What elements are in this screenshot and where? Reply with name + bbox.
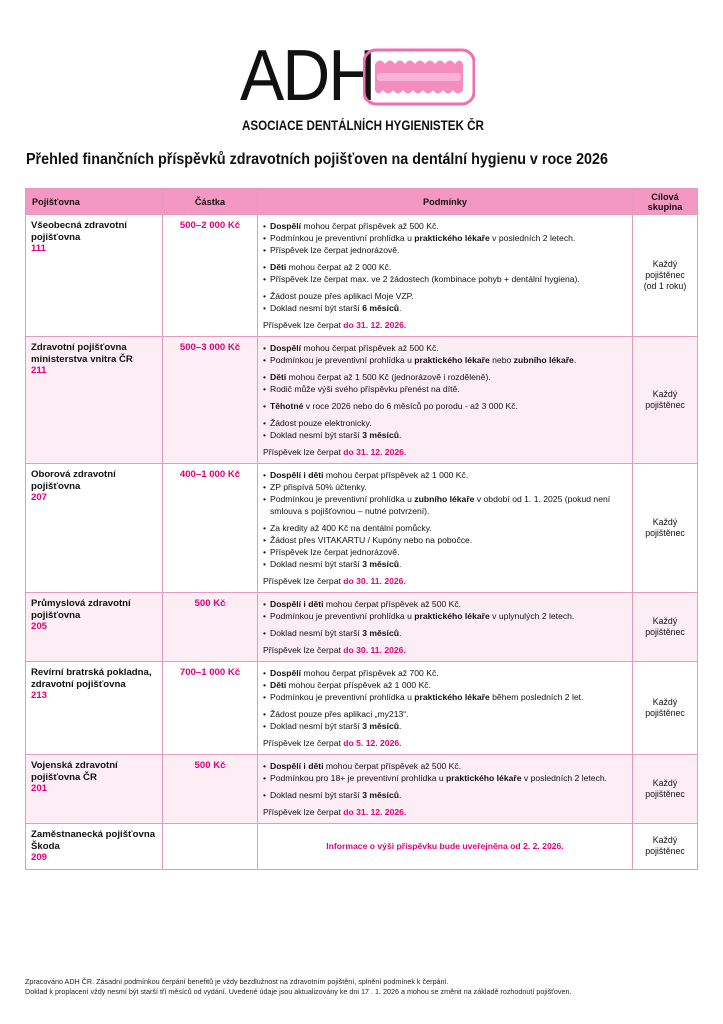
condition-text: Doklad nesmí být starší <box>270 303 363 313</box>
condition-text: mohou čerpat příspěvek až 500 Kč. <box>301 221 439 231</box>
condition-item <box>263 598 627 610</box>
deadline-prefix: Příspěvek lze čerpat <box>263 807 344 817</box>
condition-text: Děti <box>270 262 287 272</box>
condition-text: 6 měsíců <box>362 303 399 313</box>
target-group-cell: Každý pojištěnec <box>633 662 698 755</box>
amount-cell: 500–3 000 Kč <box>163 337 258 464</box>
target-group-cell: Každý pojištěnec (od 1 roku) <box>633 215 698 337</box>
condition-text: Dospělí <box>270 668 302 678</box>
condition-group <box>263 627 627 639</box>
insurer-cell <box>26 755 163 824</box>
condition-item <box>263 493 627 517</box>
footer-line-2: Doklad k proplacení vždy nesmí být starší tří měsíců od vydání. Uvedené údaje jsou aktualizovány ke dni 17 . 1. 2026 a mohou se změnit na základě rozhodnutí pojišťoven. <box>25 986 572 996</box>
condition-text: mohou čerpat příspěvek až 700 Kč. <box>301 668 439 678</box>
insurer-code: 201 <box>31 783 48 794</box>
table-row <box>26 464 698 593</box>
condition-text: v posledních 2 letech. <box>489 233 576 243</box>
insurer-name: Oborová zdravotní pojišťovna <box>31 469 116 492</box>
target-group-cell: Každý pojištěnec <box>633 337 698 464</box>
deadline-date: do 31. 12. 2026. <box>343 320 407 330</box>
conditions-cell <box>258 464 633 593</box>
condition-text: zubního lékaře <box>513 355 574 365</box>
table-row <box>26 593 698 662</box>
table-row <box>26 824 698 870</box>
condition-text: . <box>398 628 402 638</box>
condition-item <box>263 383 627 395</box>
condition-text: 3 měsíců <box>362 721 399 731</box>
condition-group <box>263 598 627 622</box>
condition-group <box>263 342 627 366</box>
table-row <box>26 662 698 755</box>
insurer-code: 207 <box>31 492 48 503</box>
insurer-cell <box>26 337 163 464</box>
condition-group <box>263 290 627 314</box>
amount-cell: 700–1 000 Kč <box>163 662 258 755</box>
condition-text: mohou čerpat příspěvek až 500 Kč. <box>323 599 462 609</box>
condition-item <box>263 534 627 546</box>
condition-text: Doklad nesmí být starší <box>270 559 363 569</box>
condition-item <box>263 481 627 493</box>
condition-text: Podmínkou pro 18+ je preventivní prohlídka u <box>270 773 447 783</box>
condition-text: Dospělí i děti <box>270 761 324 771</box>
condition-text: . <box>398 559 402 569</box>
insurer-code: 209 <box>31 852 48 863</box>
condition-text: Dospělí <box>270 343 302 353</box>
insurer-code: 205 <box>31 621 48 632</box>
condition-text: v roce 2026 nebo do 6 měsíců po porodu - až 3 000 Kč. <box>303 401 518 411</box>
deadline-prefix: Příspěvek lze čerpat <box>263 576 344 586</box>
condition-group <box>263 522 627 570</box>
condition-text: 3 měsíců <box>362 559 399 569</box>
condition-text: Podmínkou je preventivní prohlídka u <box>270 494 415 504</box>
condition-text: 3 měsíců <box>362 430 399 440</box>
condition-text: . <box>398 721 402 731</box>
condition-item <box>263 354 627 366</box>
condition-text: praktického lékaře <box>414 233 490 243</box>
condition-text: . <box>398 430 402 440</box>
table-row <box>26 215 698 337</box>
condition-text: Doklad nesmí být starší <box>270 628 363 638</box>
condition-item <box>263 244 627 256</box>
condition-text: mohou čerpat až 2 000 Kč. <box>286 262 392 272</box>
deadline <box>263 575 627 587</box>
condition-group <box>263 417 627 441</box>
condition-text: Děti <box>270 372 287 382</box>
condition-text: Podmínkou je preventivní prohlídka u <box>270 611 415 621</box>
condition-item <box>263 522 627 534</box>
condition-item <box>263 760 627 772</box>
info-text: Informace o výši příspěvku bude uveřejněna od 2. 2. 2026. <box>258 824 633 870</box>
condition-text: v období od 1. 1. 2025 (pokud není smlouva s pojišťovnou – nutné potvrzení). <box>270 494 611 516</box>
condition-text: zubního lékaře <box>414 494 475 504</box>
condition-text: Žádost pouze přes aplikaci „my213“. <box>270 709 409 719</box>
condition-item <box>263 261 627 273</box>
insurer-name: Zaměstnanecká pojišťovna Škoda <box>31 829 156 852</box>
conditions-cell <box>258 755 633 824</box>
amount-cell: 500 Kč <box>163 755 258 824</box>
condition-text: praktického lékaře <box>414 355 490 365</box>
table-row <box>26 755 698 824</box>
target-group-cell: Každý pojištěnec <box>633 755 698 824</box>
target-group-cell: Každý pojištěnec <box>633 593 698 662</box>
condition-group <box>263 371 627 395</box>
footer-line-1: Zpracováno ADH ČR. Zásadní podmínkou čerpání benefitů je vždy bezdlužnost na zdravotním pojištění, splnění podmínek k čerpání. <box>25 977 449 986</box>
table-body <box>26 215 698 870</box>
deadline <box>263 319 627 331</box>
condition-item <box>263 546 627 558</box>
condition-text: Doklad nesmí být starší <box>270 721 363 731</box>
deadline-prefix: Příspěvek lze čerpat <box>263 320 344 330</box>
condition-group <box>263 261 627 285</box>
logo-main-text: ADH <box>240 36 375 116</box>
toothbrush-logo-icon <box>363 48 475 106</box>
condition-item <box>263 232 627 244</box>
condition-item <box>263 302 627 314</box>
adh-logo <box>240 36 490 140</box>
insurer-code: 211 <box>31 365 47 376</box>
condition-item <box>263 400 627 412</box>
deadline-date: do 31. 12. 2026. <box>343 807 407 817</box>
condition-text: praktického lékaře <box>414 692 490 702</box>
insurance-table <box>25 188 698 870</box>
header-target-group: Cílová skupina <box>633 189 698 215</box>
condition-item <box>263 789 627 801</box>
condition-text: praktického lékaře <box>446 773 522 783</box>
condition-text: Podmínkou je preventivní prohlídka u <box>270 355 415 365</box>
condition-item <box>263 558 627 570</box>
deadline <box>263 644 627 656</box>
condition-text: Rodič může výši svého příspěvku přenést na dítě. <box>270 384 460 394</box>
condition-item <box>263 679 627 691</box>
condition-item <box>263 627 627 639</box>
insurer-name: Průmyslová zdravotní pojišťovna <box>31 598 131 621</box>
conditions-cell <box>258 215 633 337</box>
condition-text: v posledních 2 letech. <box>521 773 608 783</box>
condition-item <box>263 220 627 232</box>
condition-item <box>263 342 627 354</box>
condition-item <box>263 691 627 703</box>
page-title: Přehled finančních příspěvků zdravotních pojišťoven na dentální hygienu v roce 2026 <box>26 151 608 168</box>
condition-item <box>263 290 627 302</box>
amount-cell: 500 Kč <box>163 593 258 662</box>
condition-group <box>263 667 627 703</box>
insurer-name: Vojenská zdravotní pojišťovna ČR <box>31 760 118 783</box>
condition-text: mohou čerpat příspěvek až 500 Kč. <box>323 761 462 771</box>
condition-text: Doklad nesmí být starší <box>270 430 363 440</box>
insurer-cell <box>26 215 163 337</box>
condition-text: Žádost přes VITAKARTU / Kupóny nebo na pobočce. <box>270 535 473 545</box>
condition-group <box>263 789 627 801</box>
logo-subtitle: ASOCIACE DENTÁLNÍCH HYGIENISTEK ČR <box>242 118 484 133</box>
amount-cell: 500–2 000 Kč <box>163 215 258 337</box>
condition-text: praktického lékaře <box>414 611 490 621</box>
condition-group <box>263 220 627 256</box>
deadline-date: do 5. 12. 2026. <box>343 738 402 748</box>
insurer-name: Zdravotní pojišťovna ministerstva vnitra ČR <box>31 342 133 365</box>
header-insurer: Pojišťovna <box>26 189 163 215</box>
condition-text: Doklad nesmí být starší <box>270 790 363 800</box>
target-group-cell: Každý pojištěnec <box>633 824 698 870</box>
amount-cell <box>163 824 258 870</box>
amount-cell: 400–1 000 Kč <box>163 464 258 593</box>
condition-text: mohou čerpat až 1 500 Kč (jednorázově i rozděleně). <box>286 372 491 382</box>
deadline-date: do 30. 11. 2026. <box>343 645 406 655</box>
condition-text: Příspěvek lze čerpat jednorázově. <box>270 547 400 557</box>
condition-text: 3 měsíců <box>362 628 399 638</box>
condition-text: Žádost pouze přes aplikaci Moje VZP. <box>270 291 414 301</box>
condition-text: Děti <box>270 680 287 690</box>
condition-item <box>263 720 627 732</box>
condition-text: mohou čerpat příspěvek až 1 000 Kč. <box>286 680 431 690</box>
condition-group <box>263 760 627 784</box>
condition-group <box>263 469 627 517</box>
condition-text: . <box>398 790 402 800</box>
conditions-cell <box>258 662 633 755</box>
conditions-cell <box>258 593 633 662</box>
insurer-cell <box>26 824 163 870</box>
condition-text: v uplynulých 2 letech. <box>489 611 575 621</box>
condition-text: Podmínkou je preventivní prohlídka u <box>270 233 415 243</box>
condition-text: . <box>573 355 577 365</box>
deadline-prefix: Příspěvek lze čerpat <box>263 645 344 655</box>
condition-item <box>263 610 627 622</box>
condition-text: Podmínkou je preventivní prohlídka u <box>270 692 415 702</box>
header-amount: Částka <box>163 189 258 215</box>
condition-text: Dospělí <box>270 221 302 231</box>
condition-text: Těhotné <box>270 401 304 411</box>
condition-text: 3 měsíců <box>362 790 399 800</box>
condition-group <box>263 708 627 732</box>
conditions-cell <box>258 337 633 464</box>
condition-item <box>263 708 627 720</box>
condition-item <box>263 273 627 285</box>
insurer-name: Všeobecná zdravotní pojišťovna <box>31 220 127 243</box>
condition-text: Za kredity až 400 Kč na dentální pomůcky. <box>270 523 432 533</box>
condition-item <box>263 667 627 679</box>
condition-text: Dospělí i děti <box>270 599 324 609</box>
condition-text: Příspěvek lze čerpat max. ve 2 žádostech (kombinace pohyb + dentální hygiena). <box>270 274 580 284</box>
condition-group <box>263 400 627 412</box>
condition-item <box>263 772 627 784</box>
condition-text: Žádost pouze elektronicky. <box>270 418 372 428</box>
condition-text: mohou čerpat příspěvek až 1 000 Kč. <box>323 470 469 480</box>
insurer-cell <box>26 464 163 593</box>
insurer-code: 111 <box>31 243 46 254</box>
condition-text: během posledních 2 let. <box>489 692 584 702</box>
deadline-date: do 31. 12. 2026. <box>343 447 407 457</box>
insurer-cell <box>26 662 163 755</box>
condition-item <box>263 417 627 429</box>
deadline-prefix: Příspěvek lze čerpat <box>263 738 344 748</box>
deadline <box>263 737 627 749</box>
deadline <box>263 806 627 818</box>
condition-item <box>263 429 627 441</box>
deadline-prefix: Příspěvek lze čerpat <box>263 447 344 457</box>
table-row <box>26 337 698 464</box>
header-conditions: Podmínky <box>258 189 633 215</box>
deadline <box>263 446 627 458</box>
insurer-cell <box>26 593 163 662</box>
condition-item <box>263 469 627 481</box>
condition-text: nebo <box>489 355 514 365</box>
deadline-date: do 30. 11. 2026. <box>343 576 406 586</box>
condition-text: ZP přispívá 50% účtenky. <box>270 482 367 492</box>
condition-text: Příspěvek lze čerpat jednorázově. <box>270 245 400 255</box>
insurer-code: 213 <box>31 690 48 701</box>
insurer-name: Revírní bratrská pokladna, zdravotní pojišťovna <box>31 667 152 690</box>
target-group-cell: Každý pojištěnec <box>633 464 698 593</box>
condition-text: Dospělí i děti <box>270 470 324 480</box>
condition-text: . <box>398 303 402 313</box>
condition-item <box>263 371 627 383</box>
table-header-row <box>26 189 698 215</box>
footer-note <box>25 977 705 996</box>
condition-text: mohou čerpat příspěvek až 500 Kč. <box>301 343 439 353</box>
